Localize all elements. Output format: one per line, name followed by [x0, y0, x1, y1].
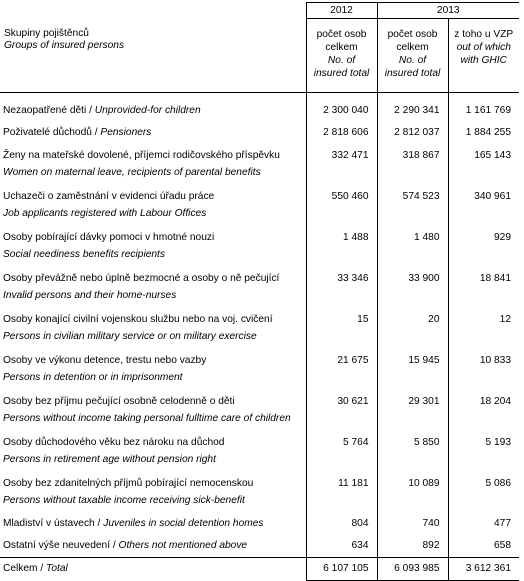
row-label-en: Job applicants registered with Labour Offices [3, 208, 207, 219]
row-label-en: Persons in retirement age without pension right [3, 454, 216, 465]
table-row [0, 390, 519, 431]
row-value-vzp: 1 161 769 [448, 100, 519, 122]
row-label [0, 349, 306, 390]
col-vzp-header-line: with GHIC [460, 55, 507, 66]
row-label-cs: Ostatní výše neuvedení / [3, 540, 119, 551]
row-value-v2012: 30 621 [306, 390, 377, 431]
col-vzp-header [448, 19, 519, 93]
row-value-vzp: 5 086 [448, 472, 519, 513]
row-value-v2012: 15 [306, 308, 377, 349]
col-2012-header-line: celkem [325, 42, 358, 53]
row-value-v2012: 1 488 [306, 226, 377, 267]
table-row [0, 185, 519, 226]
groups-header [0, 3, 306, 93]
total-label [0, 558, 306, 581]
row-label-cs: Poživatelé důchodů / [3, 127, 101, 138]
row-label-cs: Mladiství v ústavech / [3, 518, 104, 529]
row-value-v2013: 29 301 [377, 390, 448, 431]
row-value-vzp: 18 841 [448, 267, 519, 308]
row-label-en: Pensioners [100, 127, 152, 138]
row-label-cs: Osoby bez příjmu pečující osobně celodenně o děti [3, 396, 235, 407]
row-value-v2013: 5 850 [377, 431, 448, 472]
col-2013-header-line: počet osob [387, 29, 438, 40]
row-value-v2012: 804 [306, 513, 377, 535]
groups-header-en: Groups of insured persons [4, 39, 125, 51]
row-label [0, 185, 306, 226]
row-value-v2012: 11 181 [306, 472, 377, 513]
row-label-en: Unprovided-for children [94, 105, 201, 116]
row-label-en: Persons in civilian military service or on military exercise [3, 331, 257, 342]
col-2013-header-line: insured total [384, 68, 441, 79]
row-value-v2013: 318 867 [377, 144, 448, 185]
col-2013-total-header [377, 19, 448, 93]
row-label [0, 100, 306, 122]
row-label [0, 513, 306, 535]
table-row [0, 122, 519, 144]
row-label-cs: Osoby převážně nebo úplně bezmocné a osoby o ně pečující [3, 273, 280, 284]
row-label-en: Social neediness benefits recipients [3, 249, 165, 260]
row-label [0, 144, 306, 185]
table-row [0, 267, 519, 308]
table-row [0, 535, 519, 558]
row-value-v2013: 574 523 [377, 185, 448, 226]
row-value-v2013: 2 812 037 [377, 122, 448, 144]
row-value-vzp: 340 961 [448, 185, 519, 226]
row-label-en: Persons without income taking personal fulltime care of children [3, 413, 291, 424]
separator-row [0, 93, 519, 101]
row-value-v2012: 634 [306, 535, 377, 558]
table-row [0, 308, 519, 349]
row-value-vzp: 929 [448, 226, 519, 267]
table-row [0, 431, 519, 472]
row-value-v2012: 21 675 [306, 349, 377, 390]
col-2012-header-line: No. of [327, 55, 356, 66]
table-body [0, 100, 519, 558]
row-label-en: Persons without taxable income receiving sick-benefit [3, 495, 245, 506]
row-label-cs: Osoby důchodového věku bez nároku na důchod [3, 437, 225, 448]
year-2012-header: 2012 [306, 3, 377, 19]
table-row [0, 144, 519, 185]
row-label [0, 226, 306, 267]
row-label [0, 535, 306, 558]
row-value-vzp: 1 884 255 [448, 122, 519, 144]
row-label-en: Invalid persons and their home-nurses [3, 290, 177, 301]
row-value-v2013: 10 089 [377, 472, 448, 513]
row-value-v2012: 2 818 606 [306, 122, 377, 144]
total-row [0, 558, 519, 581]
table-row [0, 100, 519, 122]
col-2013-header-line: celkem [396, 42, 429, 53]
col-2012-total-header [306, 19, 377, 93]
row-value-v2013: 20 [377, 308, 448, 349]
row-value-v2013: 1 480 [377, 226, 448, 267]
total-2012: 6 107 105 [306, 558, 377, 581]
row-label-cs: Uchazeči o zaměstnání v evidenci úřadu práce [3, 191, 215, 202]
col-2013-header-line: No. of [398, 55, 427, 66]
row-label-en: Others not mentioned above [118, 540, 248, 551]
row-value-vzp: 18 204 [448, 390, 519, 431]
table-row [0, 349, 519, 390]
row-value-vzp: 10 833 [448, 349, 519, 390]
row-label [0, 308, 306, 349]
col-vzp-header-line: out of which [456, 42, 511, 53]
row-value-v2013: 15 945 [377, 349, 448, 390]
row-label-cs: Nezaopatřené děti / [3, 105, 95, 116]
total-vzp: 3 612 361 [448, 558, 519, 581]
row-value-vzp: 658 [448, 535, 519, 558]
row-label [0, 472, 306, 513]
row-value-v2013: 740 [377, 513, 448, 535]
table-row [0, 472, 519, 513]
table-row [0, 513, 519, 535]
row-label-en: Juveniles in social detention homes [103, 518, 264, 529]
row-value-vzp: 477 [448, 513, 519, 535]
groups-header-cs: Skupiny pojištěnců [4, 27, 89, 39]
total-label-cs: Celkem / [3, 563, 47, 574]
year-2013-header: 2013 [377, 3, 519, 19]
row-label-cs: Osoby bez zdanitelných příjmů pobírající nemocenskou [3, 478, 254, 489]
row-value-v2012: 2 300 040 [306, 100, 377, 122]
row-label [0, 431, 306, 472]
col-2012-header-line: počet osob [316, 29, 367, 40]
row-label [0, 390, 306, 431]
row-value-vzp: 165 143 [448, 144, 519, 185]
row-label-cs: Ženy na mateřské dovolené, příjemci rodičovského příspěvku [3, 150, 280, 161]
row-label-en: Women on maternal leave, recipients of parental benefits [3, 167, 261, 178]
row-value-v2013: 33 900 [377, 267, 448, 308]
table-row [0, 226, 519, 267]
row-label-en: Persons in detention or in imprisonment [3, 372, 183, 383]
total-label-en: Total [46, 563, 68, 574]
row-value-v2012: 33 346 [306, 267, 377, 308]
row-value-v2013: 892 [377, 535, 448, 558]
row-value-v2013: 2 290 341 [377, 100, 448, 122]
row-value-v2012: 5 764 [306, 431, 377, 472]
row-label-cs: Osoby ve výkonu detence, trestu nebo vazby [3, 355, 207, 366]
total-2013: 6 093 985 [377, 558, 448, 581]
insured-persons-table [0, 2, 519, 581]
row-value-v2012: 550 460 [306, 185, 377, 226]
row-value-vzp: 12 [448, 308, 519, 349]
row-value-vzp: 5 193 [448, 431, 519, 472]
row-label [0, 122, 306, 144]
row-label-cs: Osoby pobírající dávky pomoci v hmotné nouzi [3, 232, 215, 243]
row-value-v2012: 332 471 [306, 144, 377, 185]
col-vzp-header-line: z toho u VZP [454, 29, 514, 40]
col-2012-header-line: insured total [313, 68, 370, 79]
row-label-cs: Osoby konající civilní vojenskou službu nebo na voj. cvičení [3, 314, 273, 325]
row-label [0, 267, 306, 308]
year-header-row [0, 3, 519, 19]
